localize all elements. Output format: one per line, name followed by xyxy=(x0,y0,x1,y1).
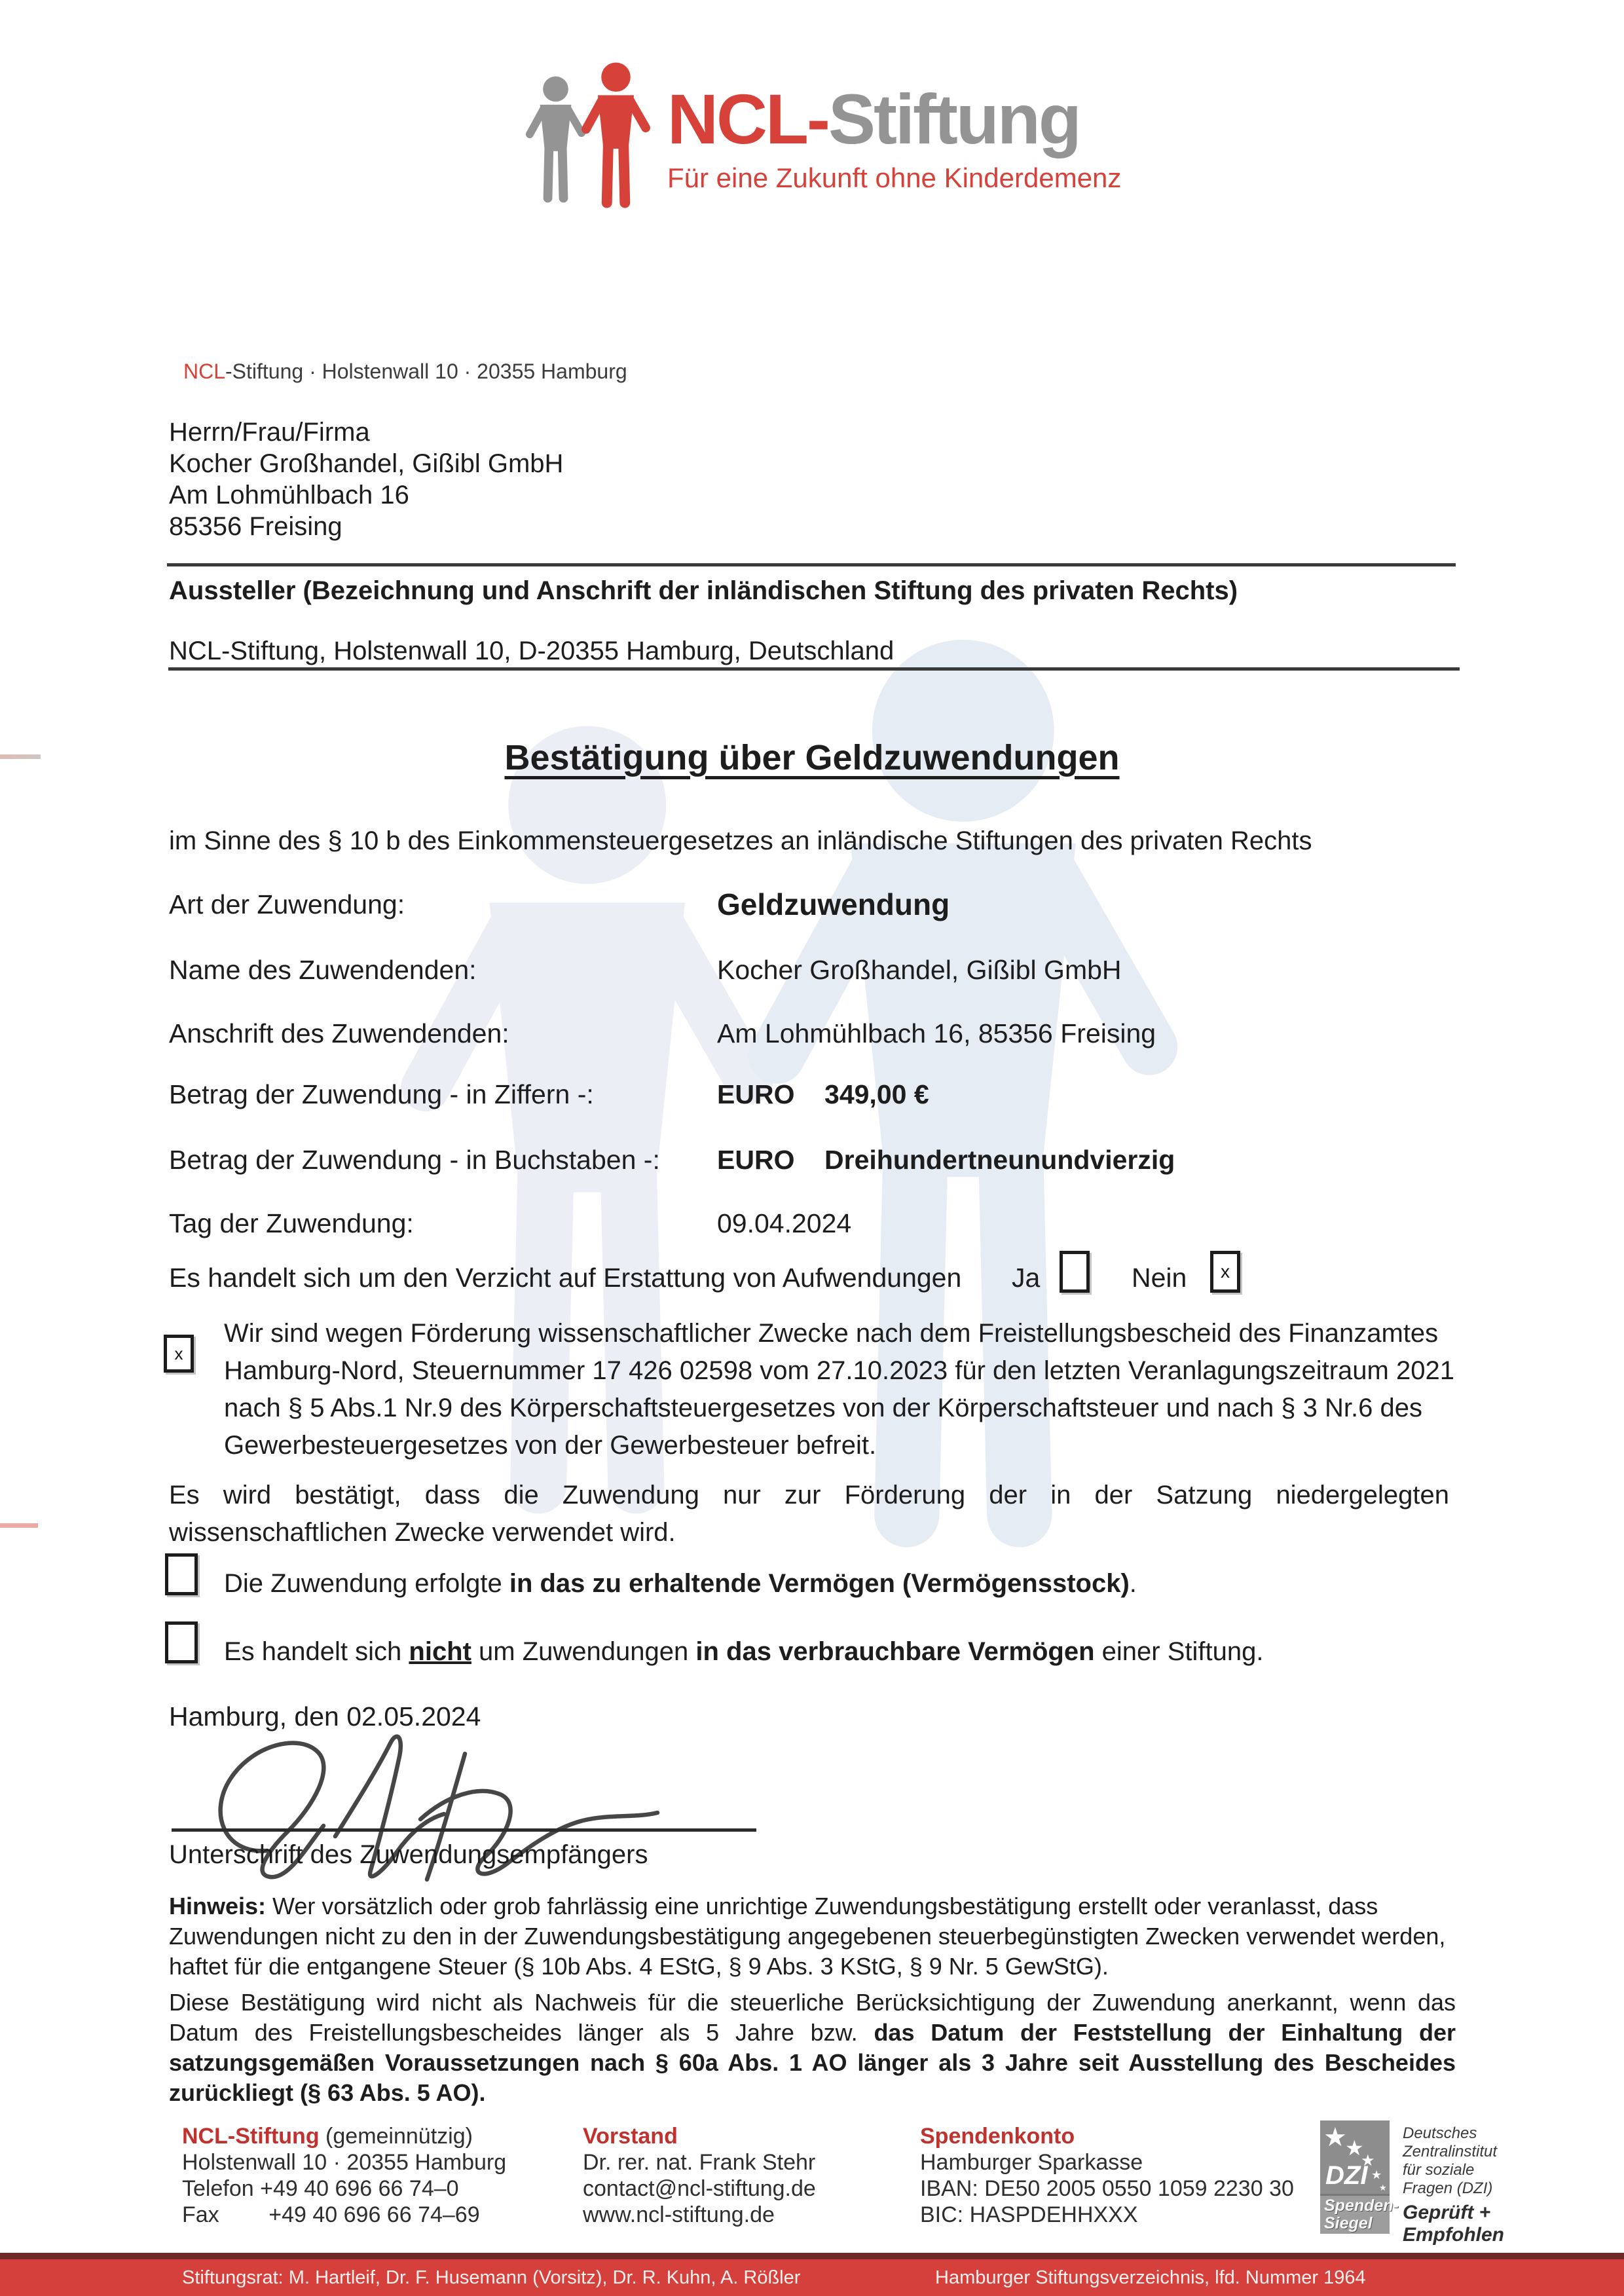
sender-brand: NCL xyxy=(183,360,226,383)
field-label: Name des Zuwendenden: xyxy=(169,955,477,985)
footer-org-column xyxy=(182,2123,506,2228)
red-person-icon xyxy=(586,63,646,203)
recipient-city: 85356 Freising xyxy=(169,512,342,541)
footer-spendenkonto-column xyxy=(920,2123,1294,2228)
dzi-spenden-siegel-badge xyxy=(1320,2120,1399,2232)
field-label: Betrag der Zuwendung - in Ziffern -: xyxy=(169,1079,594,1109)
ja-label: Ja xyxy=(1012,1263,1041,1293)
field-row-betrag-buchstaben xyxy=(169,1145,1479,1184)
logo-wordmark-ncl: NCL- xyxy=(667,79,828,158)
logo-tagline: Für eine Zukunft ohne Kinderdemenz xyxy=(667,162,1122,193)
footer-email: contact@ncl-stiftung.de xyxy=(583,2176,816,2201)
recipient-salutation: Herrn/Frau/Firma xyxy=(169,418,370,447)
star-icon: ★ xyxy=(1323,2123,1347,2152)
confirmation-text: Es wird bestätigt, dass die Zuwendung nur zur Förderung der in der Satzung niedergelegten wissenschaftlichen Zwecke verwendet wird. xyxy=(169,1481,1449,1547)
recipient-name: Kocher Großhandel, Gißibl GmbH xyxy=(169,449,564,478)
dzi-caption xyxy=(1403,2124,1497,2198)
divider-issuer xyxy=(168,667,1460,671)
field-label: Art der Zuwendung: xyxy=(169,889,405,919)
logo-wordmark xyxy=(667,79,1121,158)
stiftungsrat-text: Stiftungsrat: M. Hartleif, Dr. F. Husemann (Vorsitz), Dr. R. Kuhn, A. Rößler xyxy=(182,2267,801,2288)
field-row-betrag-ziffern xyxy=(169,1079,1479,1119)
field-row-anschrift xyxy=(169,1018,1479,1058)
gray-person-icon xyxy=(530,77,581,198)
footer-vorstand-column xyxy=(583,2123,816,2228)
field-label: Tag der Zuwendung: xyxy=(169,1208,414,1238)
dzi-caption-line: Fragen (DZI) xyxy=(1403,2179,1493,2197)
footer-bic: BIC: HASPDEHHXXX xyxy=(920,2202,1138,2227)
bottom-bar-edge xyxy=(0,2253,1624,2259)
dzi-verdict xyxy=(1403,2202,1504,2246)
validity-text: Diese Bestätigung wird nicht als Nachweis für die steuerliche Berücksichtigung der Zuwendung anerkannt, wenn das Datum des Freistellungsbescheides länger als 5 Jahre bzw. das Datum der Feststellung der Einhaltung der satzungsgemäßen Voraussetzungen nach § 60a Abs. 1 AO länger als 3 Jahre seit Ausstellung des Bescheides zurückliegt (§ 63 Abs. 5 AO). xyxy=(169,1989,1456,2106)
checkbox-mark: x xyxy=(174,1343,183,1363)
field-label: Anschrift des Zuwendenden: xyxy=(169,1018,509,1048)
dzi-badge-label: DZI xyxy=(1325,2161,1368,2190)
footer-org-address: Holstenwall 10 · 20355 Hamburg xyxy=(182,2150,507,2175)
dzi-caption-line: für soziale xyxy=(1403,2161,1475,2179)
issuer-value: NCL-Stiftung, Holstenwall 10, D-20355 Hamburg, Deutschland xyxy=(169,637,895,665)
footer-spendenkonto-title: Spendenkonto xyxy=(920,2124,1075,2149)
sender-line xyxy=(183,360,627,384)
nein-checkbox[interactable] xyxy=(1210,1251,1240,1293)
vermoegensstock-checkbox[interactable] xyxy=(165,1553,198,1595)
hinweis-text: Hinweis: Wer vorsätzlich oder grob fahrlässig eine unrichtige Zuwendungsbestätigung erstellt oder veranlasst, dass Zuwendungen nicht zu den in der Zuwendungsbestätigung angegebenen steuerbegünstigten Zwecken verwendet werden, haftet für die entgangene Steuer (§ 10b Abs. 4 EStG, § 9 Abs. 3 KStG, § 9 Nr. 5 GewStG). xyxy=(169,1893,1446,1980)
dzi-badge-bottom-line: Siegel xyxy=(1324,2214,1373,2232)
nein-label: Nein xyxy=(1132,1263,1187,1293)
verbrauchbares-vermoegen-checkbox[interactable] xyxy=(165,1621,198,1663)
tax-exemption-checkbox[interactable] xyxy=(164,1335,194,1373)
signature-line xyxy=(172,1828,756,1832)
dzi-verdict-line: Geprüft + xyxy=(1403,2202,1491,2223)
footer-iban: IBAN: DE50 2005 0550 1059 2230 30 xyxy=(920,2176,1294,2201)
dzi-caption-line: Zentralinstitut xyxy=(1403,2143,1498,2160)
field-row-name xyxy=(169,955,1479,994)
field-label: Betrag der Zuwendung - in Buchstaben -: xyxy=(169,1145,660,1175)
footer-vorstand-name: Dr. rer. nat. Frank Stehr xyxy=(583,2150,816,2175)
star-icon: ★ xyxy=(1345,2136,1364,2160)
tax-exemption-text: Wir sind wegen Förderung wissenschaftlicher Zwecke nach dem Freistellungsbescheid des Finanzamtes Hamburg-Nord, Steuernummer 17 426 02598 vom 27.10.2023 für den letzten Veranlagungszeitraum 2021 nach § 5 Abs.1 Nr.9 des Körperschaftsteuergesetzes von der Körperschaftsteuer und nach § 3 Nr.6 des Gewerbesteuergesetzes von der Gewerbesteuer befreit. xyxy=(224,1319,1454,1460)
issuer-heading: Aussteller (Bezeichnung und Anschrift der inländischen Stiftung des privaten Rechts) xyxy=(169,576,1238,605)
signature-caption: Unterschrift des Zuwendungsempfängers xyxy=(169,1840,648,1869)
recipient-address xyxy=(169,417,563,542)
stiftungsverzeichnis-text: Hamburger Stiftungsverzeichnis, lfd. Nummer 1964 xyxy=(935,2267,1366,2288)
footer-org-fax: Fax +49 40 696 66 74–69 xyxy=(182,2202,480,2227)
place-date: Hamburg, den 02.05.2024 xyxy=(169,1701,481,1731)
checkbox-mark: x xyxy=(1221,1261,1230,1282)
sender-address: -Stiftung · Holstenwall 10 · 20355 Hamburg xyxy=(225,360,627,383)
field-value: EURO Dreihundertneunundvierzig xyxy=(717,1145,1175,1175)
star-icon: ★ xyxy=(1371,2168,1382,2181)
recipient-street: Am Lohmühlbach 16 xyxy=(169,481,409,509)
ncl-stiftung-logo xyxy=(516,58,1121,221)
dzi-badge-bottom xyxy=(1320,2194,1399,2234)
logo-wordmark-stiftung: Stiftung xyxy=(828,79,1080,158)
logo-figures-icon xyxy=(516,58,657,221)
footer-bank: Hamburger Sparkasse xyxy=(920,2150,1143,2175)
dzi-verdict-line: Empfohlen xyxy=(1403,2224,1504,2246)
field-value: Kocher Großhandel, Gißibl GmbH xyxy=(717,955,1122,985)
field-value: 09.04.2024 xyxy=(717,1208,852,1238)
document-title: Bestätigung über Geldzuwendungen xyxy=(504,738,1120,777)
fold-mark xyxy=(0,1523,38,1528)
field-row-tag xyxy=(169,1208,1479,1248)
footer-org-title: NCL-Stiftung (gemeinnützig) xyxy=(182,2124,473,2149)
verbrauchbares-vermoegen-text: Es handelt sich nicht um Zuwendungen in das verbrauchbare Vermögen einer Stiftung. xyxy=(224,1637,1264,1666)
field-value: Am Lohmühlbach 16, 85356 Freising xyxy=(717,1018,1156,1048)
footer-vorstand-title: Vorstand xyxy=(583,2124,678,2149)
star-icon: ★ xyxy=(1379,2183,1387,2193)
vermoegensstock-text: Die Zuwendung erfolgte in das zu erhaltende Vermögen (Vermögensstock). xyxy=(224,1569,1137,1598)
field-value: Geldzuwendung xyxy=(717,887,950,921)
ja-checkbox[interactable] xyxy=(1060,1251,1090,1293)
footer-website: www.ncl-stiftung.de xyxy=(583,2202,775,2227)
field-value: EURO 349,00 € xyxy=(717,1079,929,1109)
star-icon: ★ xyxy=(1361,2152,1375,2170)
dzi-caption-line: Deutsches xyxy=(1403,2124,1477,2142)
divider-top xyxy=(167,563,1456,566)
dzi-badge-bottom-line: Spenden- xyxy=(1324,2196,1399,2215)
footer-org-phone: Telefon +49 40 696 66 74–0 xyxy=(182,2176,459,2201)
document-subtitle: im Sinne des § 10 b des Einkommensteuergesetzes an inländische Stiftungen des privaten Rechts xyxy=(169,826,1312,855)
field-row-art xyxy=(169,889,1479,929)
waiver-statement: Es handelt sich um den Verzicht auf Erstattung von Aufwendungen xyxy=(169,1263,962,1293)
